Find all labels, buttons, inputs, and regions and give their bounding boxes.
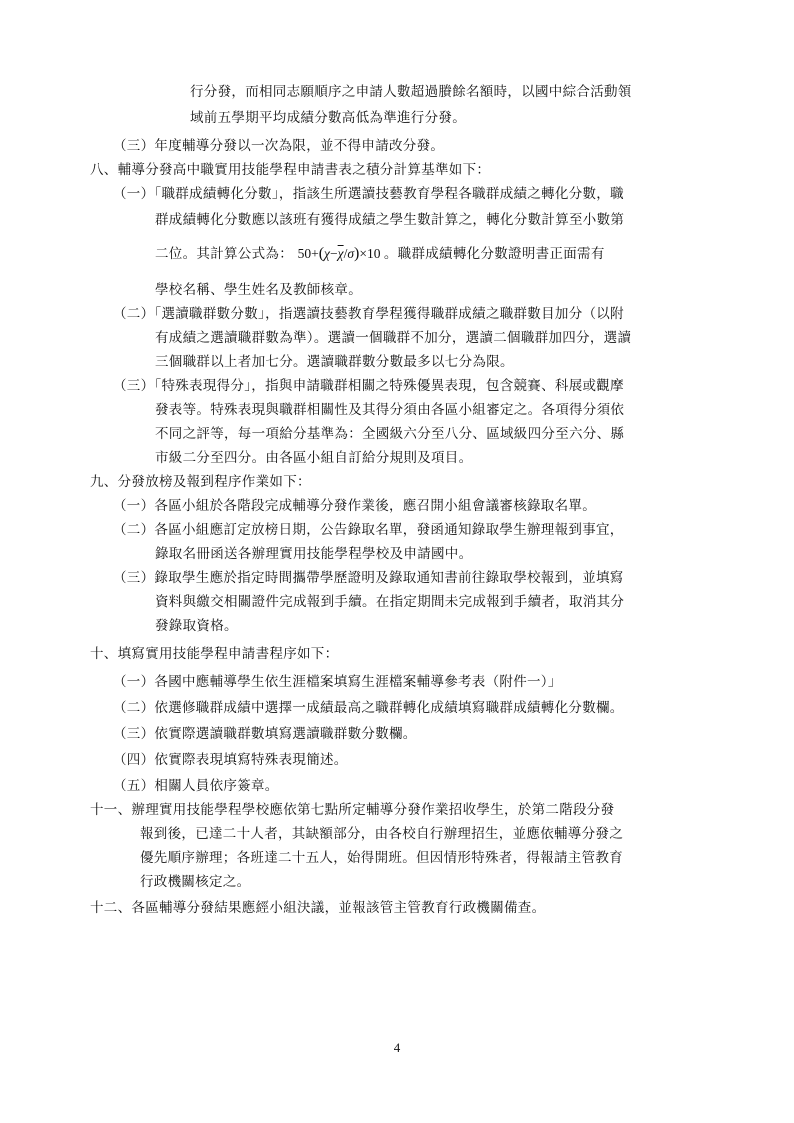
- text-line: 學校名稱、學生姓名及教師核章。: [155, 282, 362, 298]
- text-segment: 。職群成績轉化分數證明書正面需有: [383, 246, 605, 262]
- text-line: 行政機關核定之。: [140, 874, 251, 890]
- text-line: 不同之評等，每一項給分基準為：全國級六分至八分、區域級四分至六分、縣: [155, 426, 625, 442]
- text-line: （一）「職群成績轉化分數」，指該生所選讀技藝教育學程各職群成績之轉化分數，職: [113, 186, 624, 202]
- formula-term: ×: [359, 246, 367, 261]
- formula-paren: ): [354, 245, 360, 262]
- section-heading: 八、輔導分發高中職實用技能學程申請書表之積分計算基準如下：: [90, 162, 491, 178]
- formula-term: /: [343, 246, 348, 261]
- text-line: 資料與繳交相關證件完成報到手續。在指定期間未完成報到手續者，取消其分: [155, 594, 625, 610]
- text-line: 三個職群以上者加七分。選讀職群數分數最多以七分為限。: [155, 354, 514, 370]
- section-heading: 十一、辦理實用技能學程學校應依第七點所定輔導分發作業招收學生，於第二階段分發: [90, 802, 615, 818]
- text-line: （三）「特殊表現得分」，指與申請職群相關之特殊優異表現，包含競賽、科展或觀摩: [113, 378, 624, 394]
- formula-term: 50: [297, 246, 312, 261]
- formula-term: 10: [366, 246, 381, 261]
- text-line: （一）各國中應輔導學生依生涯檔案填寫生涯檔案輔導參考表（附件一）」: [113, 674, 562, 690]
- text-line: 發表等。特殊表現與職群相關性及其得分須由各區小組審定之。各項得分須依: [155, 402, 625, 418]
- text-line: （五）相關人員依序簽章。: [113, 778, 279, 794]
- formula-term: σ: [347, 246, 355, 261]
- formula-term: −: [330, 246, 338, 261]
- text-line: （二）依選修職群成績中選擇一成績最高之職群轉化成績填寫職群成績轉化分數欄。: [113, 700, 624, 716]
- text-line: （三）依實際選讀職群數填寫選讀職群數分數欄。: [113, 726, 417, 742]
- text-line: 錄取名冊函送各辦理實用技能學程學校及申請國中。: [155, 546, 473, 562]
- text-line: （四）依實際表現填寫特殊表現簡述。: [113, 752, 348, 768]
- text-line: （三）年度輔導分發以一次為限，並不得申請改分發。: [113, 138, 445, 154]
- text-line: 行分發，而相同志願順序之申請人數超過賸餘名額時，以國中綜合活動領: [190, 84, 632, 100]
- formula: [298, 246, 384, 261]
- formula-term: +: [311, 246, 319, 261]
- formula-line: [155, 245, 605, 263]
- text-line: 群成績轉化分數應以該班有獲得成績之學生數計算之，轉化分數計算至小數第: [155, 212, 625, 228]
- text-line: （一）各區小組於各階段完成輔導分發作業後，應召開小組會議審核錄取名單。: [113, 498, 596, 514]
- section-heading: 十二、各區輔導分發結果應經小組決議，並報該管主管教育行政機關備查。: [90, 900, 546, 916]
- section-heading: 十、填寫實用技能學程申請書程序如下：: [90, 646, 339, 662]
- text-line: 市級二分至四分。由各區小組自訂給分規則及項目。: [155, 450, 473, 466]
- section-heading: 九、分發放榜及報到程序作業如下：: [90, 474, 311, 490]
- formula-paren: (: [318, 245, 325, 262]
- text-line: 域前五學期平均成績分數高低為準進行分發。: [190, 110, 466, 126]
- text-line: 發錄取資格。: [155, 618, 238, 634]
- page-number: 4: [393, 1040, 401, 1055]
- text-line: （二）各區小組應訂定放榜日期，公告錄取名單，發函通知錄取學生辦理報到事宜，: [113, 522, 624, 538]
- text-line: 報到後，已達二十人者，其缺額部分，由各校自行辦理招生，並應依輔導分發之: [140, 826, 623, 842]
- text-segment: 二位。其計算公式為：: [155, 246, 293, 262]
- formula-term: χ: [324, 246, 330, 261]
- formula-term: $\overline{\chi}$: [337, 246, 344, 261]
- text-line: 有成績之選讀職群數為準）。選讀一個職群不加分，選讀二個職群加四分，選讀: [155, 330, 632, 346]
- text-line: （二）「選讀職群數分數」，指選讀技藝教育學程獲得職群成績之職群數目加分（以附: [113, 306, 624, 322]
- text-line: 優先順序辦理；各班達二十五人，始得開班。但因情形特殊者，得報請主管教育: [140, 850, 623, 866]
- text-line: （三）錄取學生應於指定時間攜帶學歷證明及錄取通知書前往錄取學校報到，並填寫: [113, 570, 624, 586]
